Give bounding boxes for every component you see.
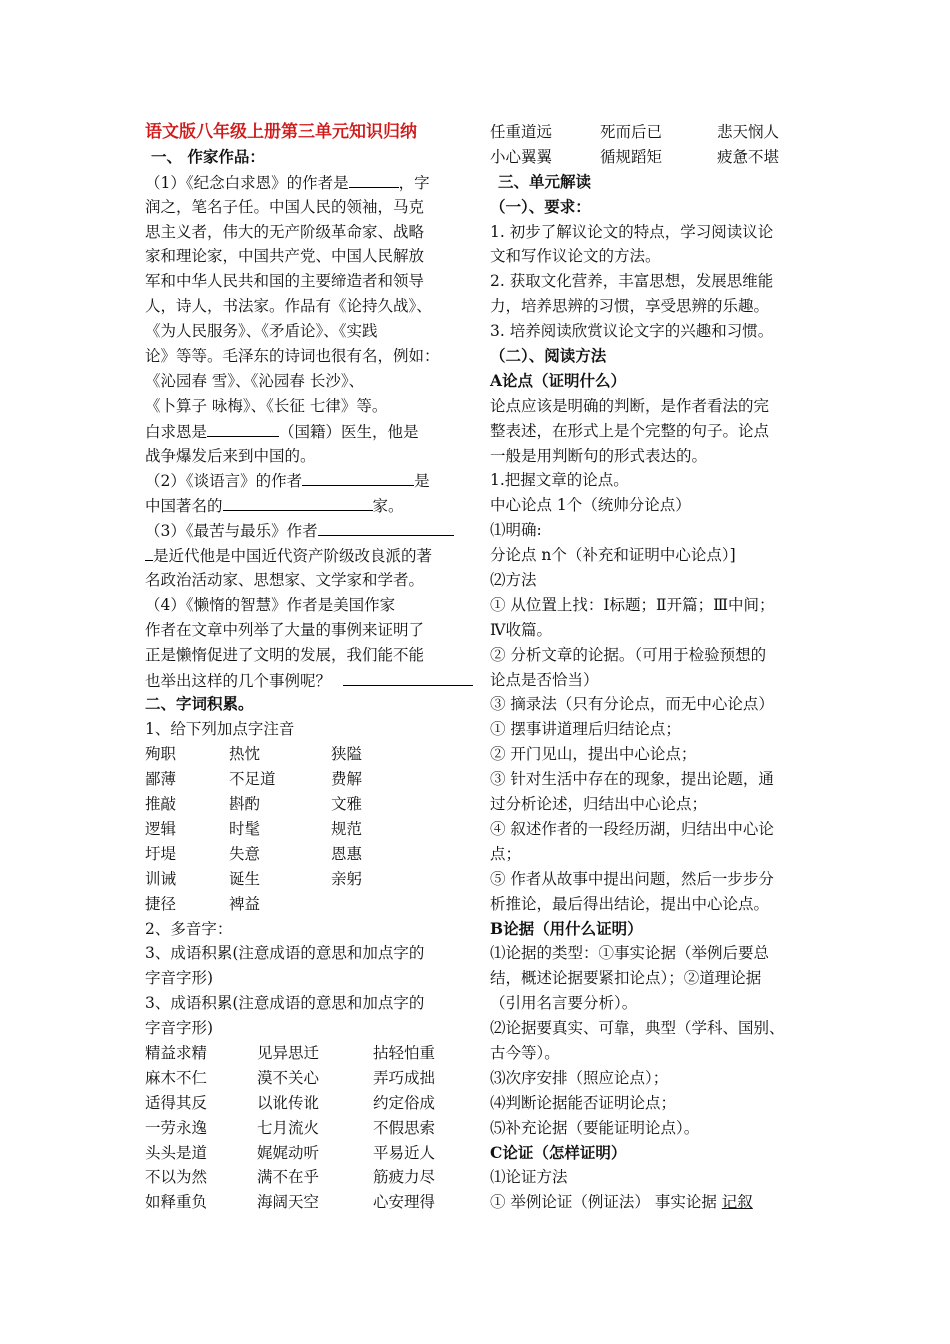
word-row: 推敲 斟酌 文雅 [145, 795, 363, 814]
text-line: （引用名言要分析）。 [490, 994, 638, 1013]
text-line: 名政治活动家、思想家、文学家和学者。 [145, 571, 425, 590]
word-row: 捷径 裨益 [145, 894, 261, 913]
text-line: ⑶次序安排（照应论点）； [490, 1068, 669, 1087]
idiom-row: 精益求精 见异思迁 拈轻怕重 [145, 1043, 436, 1062]
idiom-row: 适得其反 以讹传讹 约定俗成 [145, 1093, 436, 1112]
blank [318, 518, 454, 536]
text-line: 思主义者，伟大的无产阶级革命家、战略 [145, 222, 425, 241]
text-line: ⑵方法 [490, 571, 537, 590]
idiom-row: 头头是道 娓娓动听 平易近人 [145, 1143, 436, 1162]
q2-line: （2）《谈语言》的作者 是 [145, 468, 465, 493]
word-row: 训诫 诞生 亲躬 [145, 869, 363, 888]
idiom-row: 小心翼翼 循规蹈矩 疲惫不堪 [490, 147, 780, 166]
text-line: 整表述，在形式上是个完整的句子。论点 [490, 421, 770, 440]
text-line: 2. 获取文化营养，丰富思想，发展思维能 [490, 272, 774, 291]
text-line: 点； [490, 844, 522, 863]
blank [343, 668, 473, 686]
text-line: 一般是用判断句的形式表达的。 [490, 446, 708, 465]
text-line: ① 举例论证（例证法） 事实论据 记叙 [490, 1193, 753, 1212]
text-line: ⑴明确: [490, 521, 542, 540]
text-line: 军和中华人民共和国的主要缔造者和领导 [145, 272, 425, 291]
blank [302, 468, 414, 486]
text-line: 正是懒惰促进了文明的发展，我们能不能 [145, 645, 425, 664]
method-heading: （二）、阅读方法 [490, 346, 607, 366]
text-line: 析推论，最后得出结论，提出中心论点。 [490, 894, 770, 913]
text-line: Ⅳ收篇。 [490, 620, 552, 639]
a-heading: A论点（证明什么） [490, 370, 627, 390]
text-line: ② 开门见山，提出中心论点； [490, 745, 697, 764]
sub-heading: 字音字形) [145, 1019, 214, 1038]
blank [207, 419, 279, 437]
q2-line: 中国著名的 家。 [145, 493, 465, 518]
blank [349, 170, 399, 188]
text-line: 1. 初步了解议论文的特点，学习阅读议论 [490, 222, 774, 241]
b-heading: B论据（用什么证明） [490, 918, 643, 938]
word-row: 殉职 热忱 狭隘 [145, 745, 363, 764]
text-line: 润之，笔名子任。中国人民的领袖，马克 [145, 197, 425, 216]
mao-line: （1）《纪念白求恩》的作者是 ，字 [145, 170, 465, 195]
text-line: ⑷判断论据能否证明论点； [490, 1093, 677, 1112]
text-line: （4）《懒惰的智慧》作者是美国作家 [145, 595, 396, 614]
word-row: 鄙薄 不足道 费解 [145, 770, 363, 789]
text-line: 论》等等。毛泽东的诗词也很有名，例如： [145, 347, 440, 366]
requirements-heading: （一）、要求： [490, 196, 591, 216]
text-line: 力，培养思辨的习惯，享受思辨的乐趣。 [490, 297, 770, 316]
text-line: 论点应该是明确的判断，是作者看法的完 [490, 396, 770, 415]
q3-line: 是近代他是中国近代资产阶级改良派的著 [145, 543, 465, 568]
left-column [145, 120, 465, 1215]
sub-heading: 2、多音字： [145, 919, 233, 938]
word-row: 逻辑 时髦 规范 [145, 819, 363, 838]
text-line: ② 分析文章的论据。（可用于检验预想的 [490, 645, 767, 664]
text-line: 战争爆发后来到中国的。 [145, 446, 316, 465]
text-line: ③ 摘录法（只有分论点，而无中心论点） [490, 695, 774, 714]
text-line: ① 从位置上找：Ⅰ标题；Ⅱ开篇；Ⅲ中间； [490, 595, 775, 614]
bethune-line: 白求恩是 （国籍）医生，他是 [145, 419, 465, 444]
idiom-row: 麻木不仁 漠不关心 弄巧成拙 [145, 1068, 436, 1087]
blank [145, 543, 153, 561]
text-line: 3. 培养阅读欣赏议论文字的兴趣和习惯。 [490, 322, 774, 341]
section-unit: 三、单元解读 [498, 171, 592, 191]
idiom-row: 如释重负 海阔天空 心安理得 [145, 1193, 436, 1212]
text-line: 论点是否恰当） [490, 670, 599, 689]
section-words: 二、字词积累。 [145, 694, 254, 714]
sub-heading: 3、成语积累(注意成语的意思和加点字的 [145, 994, 425, 1013]
text-line: ⑸补充论据（要能证明论点）。 [490, 1118, 700, 1137]
sub-heading: 字音字形) [145, 969, 214, 988]
text-line: 结，概述论据要紧扣论点）；②道理论据 [490, 969, 762, 988]
text-line: 《为人民服务》、《矛盾论》、《实践 [145, 322, 378, 341]
section-authors: 一、 作家作品： [151, 146, 265, 166]
text-line: 作者在文章中列举了大量的事例来证明了 [145, 620, 425, 639]
sub-heading: 3、成语积累(注意成语的意思和加点字的 [145, 944, 425, 963]
text-line: 分论点 n个（补充和证明中心论点）] [490, 546, 736, 565]
text-line: 古今等）。 [490, 1043, 560, 1062]
text-line: ① 摆事讲道理后归结论点； [490, 720, 681, 739]
sub-heading: 1、给下列加点字注音 [145, 720, 295, 739]
text-line: 过分析论述，归结出中心论点； [490, 795, 708, 814]
q3-line: （3）《最苦与最乐》作者 [145, 518, 465, 543]
text-line: ⑴论据的类型：①事实论据（举例后要总 [490, 944, 770, 963]
idiom-row: 任重道远 死而后已 悲天悯人 [490, 123, 780, 141]
text-line: 文和写作议论文的方法。 [490, 247, 661, 266]
text-line: 1.把握文章的论点。 [490, 471, 629, 490]
text-line: 《沁园春 雪》、《沁园春 长沙》、 [145, 371, 365, 390]
text-line: ④ 叙述作者的一段经历湖，归结出中心论 [490, 819, 774, 838]
text-line: 人，诗人，书法家。作品有《论持久战》、 [145, 297, 432, 316]
text-line: ③ 针对生活中存在的现象，提出论题，通 [490, 770, 774, 789]
text-line: 中心论点 1个（统帅分论点） [490, 496, 691, 515]
doc-title: 语文版八年级上册第三单元知识归纳 [145, 122, 417, 142]
blank [223, 493, 373, 511]
word-row: 圩堤 失意 恩惠 [145, 844, 363, 863]
c-heading: C论证（怎样证明） [490, 1142, 627, 1162]
text-line: ⑵论据要真实、可靠，典型（学科、国别、 [490, 1019, 785, 1038]
text-line: ⑴论证方法 [490, 1168, 568, 1187]
right-column [490, 120, 815, 1215]
idiom-row: 一劳永逸 七月流火 不假思索 [145, 1118, 436, 1137]
idiom-row: 不以为然 满不在乎 筋疲力尽 [145, 1168, 436, 1187]
text-line: 家和理论家，中国共产党、中国人民解放 [145, 247, 425, 266]
text-line: ⑤ 作者从故事中提出问题，然后一步步分 [490, 869, 774, 888]
q4-line: 也举出这样的几个事例呢？ [145, 668, 465, 693]
text-line: 《卜算子 咏梅》、《长征 七律》等。 [145, 396, 388, 415]
